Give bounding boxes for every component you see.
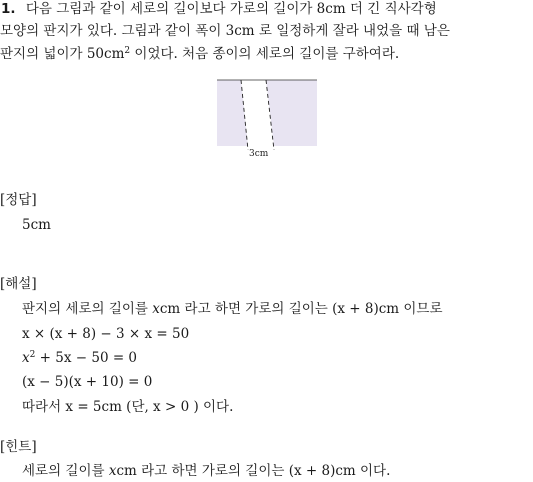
hint-line [22, 461, 390, 481]
eq2-superscript: 2 [29, 350, 36, 360]
cut-paper-figure [217, 79, 317, 159]
hint-heading: [힌트] [0, 439, 37, 455]
var-x: x [152, 301, 160, 317]
hint-text-b: cm 라고 하면 가로의 길이는 ( [116, 463, 294, 479]
question-text-3a: 판지의 넓이가 50cm [0, 46, 125, 62]
paper-right-region [266, 80, 317, 146]
question-line-2 [0, 21, 450, 41]
question-text-1: 다음 그림과 같이 세로의 길이보다 가로의 길이가 8cm 더 긴 직사각형 [25, 1, 437, 17]
width-label: 3cm [249, 149, 269, 159]
equation-3: (x − 5)(x + 10) = 0 [22, 374, 153, 390]
answer-heading: [정답] [0, 192, 37, 208]
hint-text-a: 세로의 길이를 [22, 463, 109, 479]
hint-text-c: x + 8)cm 이다. [293, 463, 391, 479]
explanation-text-1a: 판지의 세로의 길이를 [22, 301, 153, 317]
conclusion-text-b: x = 5cm (단, x > 0 ) 이다. [65, 399, 234, 415]
equation-1: x × (x + 8) − 3 × x = 50 [22, 326, 190, 342]
question-line-1 [1, 0, 437, 19]
explanation-heading: [해설] [0, 276, 37, 292]
eq2-var: x [22, 350, 30, 366]
hint-var-x: x [108, 463, 117, 479]
conclusion-line [22, 397, 233, 417]
answer-value: 5cm [22, 217, 51, 233]
question-text-2: 모양의 판지가 있다. 그림과 같이 폭이 3cm 로 일정하게 잘라 내었을 때 남은 [0, 23, 450, 39]
question-line-3 [0, 44, 399, 64]
eq2-rest: + 5x − 50 = 0 [35, 350, 138, 366]
question-number: 1. [1, 1, 16, 17]
explanation-text-1c: x + 8)cm 이므로 [337, 301, 443, 317]
conclusion-text-a: 따라서 [22, 399, 66, 415]
equation-2 [22, 348, 137, 368]
explanation-text-1b: cm 라고 하면 가로의 길이는 ( [159, 301, 338, 317]
figure-svg [217, 79, 317, 159]
question-text-3b: 이었다. 처음 종이의 세로의 길이를 구하여라. [130, 46, 400, 62]
explanation-line-1 [22, 299, 443, 319]
superscript-2: 2 [124, 46, 131, 56]
paper-left-region [217, 80, 248, 146]
